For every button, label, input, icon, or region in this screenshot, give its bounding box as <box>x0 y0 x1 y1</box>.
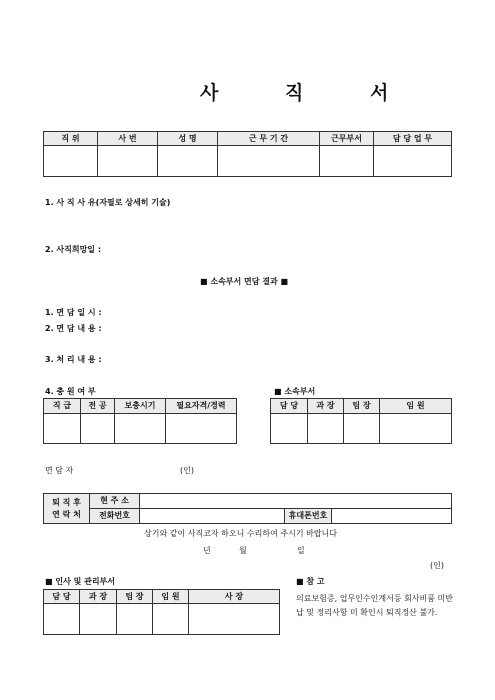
header-fill-time: 보충시기 <box>115 399 166 414</box>
note-label: ■ 참 고 <box>296 577 325 586</box>
page-title: 사 직 서 <box>200 82 419 104</box>
hr-header-section-chief: 과 장 <box>80 590 117 604</box>
header-duties: 담 당 업 무 <box>374 132 452 146</box>
header-executive: 임 원 <box>380 399 452 414</box>
header-section-chief: 과 장 <box>308 399 344 414</box>
header-team-leader: 팀 장 <box>344 399 380 414</box>
header-rank: 직 급 <box>44 399 81 414</box>
contact-table <box>43 493 452 524</box>
service-period-field[interactable] <box>218 146 320 177</box>
contact-label <box>44 494 90 524</box>
staff-sign[interactable] <box>271 414 308 444</box>
desired-date-label: 2. 사직희망일 : <box>45 245 102 254</box>
header-position: 직 위 <box>44 132 98 146</box>
contact-label-line2: 연 락 처 <box>52 509 81 519</box>
employee-id-field[interactable] <box>98 146 158 177</box>
hr-label: ■ 인사 및 관리부서 <box>45 577 116 586</box>
fill-time-field[interactable] <box>115 414 166 444</box>
hr-section-chief-sign[interactable] <box>80 604 117 635</box>
header-employee-id: 사 번 <box>98 132 158 146</box>
major-field[interactable] <box>81 414 115 444</box>
contact-label-line1: 퇴 직 후 <box>52 497 81 507</box>
resignation-statement: 상기와 같이 사직코자 하오니 수리하여 주시기 바랍니다 <box>144 529 337 538</box>
hr-approval-table <box>43 589 280 635</box>
rank-field[interactable] <box>44 414 81 444</box>
address-field[interactable] <box>140 494 452 509</box>
hr-header-staff: 담 당 <box>44 590 80 604</box>
phone-label: 전화번호 <box>90 509 140 524</box>
mobile-label: 휴대폰번호 <box>285 509 332 524</box>
hr-president-sign[interactable] <box>189 604 280 635</box>
hr-staff-sign[interactable] <box>44 604 80 635</box>
note-text: 의료보험증, 업무인수인계서등 회사비품 미반납 및 정리사항 미 확인시 퇴직정산 불가. <box>296 594 454 617</box>
team-leader-sign[interactable] <box>344 414 380 444</box>
date-month: 월 <box>239 546 247 555</box>
hr-header-team-leader: 팀 장 <box>117 590 153 604</box>
mobile-field[interactable] <box>332 509 452 524</box>
section-chief-sign[interactable] <box>308 414 344 444</box>
hr-team-leader-sign[interactable] <box>117 604 153 635</box>
employee-info-table <box>43 131 452 177</box>
header-department: 근무부서 <box>320 132 374 146</box>
interview-section-heading: ■ 소속부서 면담 결과 ■ <box>200 277 289 286</box>
qualification-field[interactable] <box>166 414 237 444</box>
disposition-label: 3. 처 리 내 용 : <box>45 355 102 364</box>
name-field[interactable] <box>158 146 218 177</box>
replacement-label: 4. 충 원 여 부 <box>45 387 96 396</box>
interview-datetime-label: 1. 면 담 일 시 : <box>45 308 102 317</box>
phone-field[interactable] <box>140 509 285 524</box>
duties-field[interactable] <box>374 146 452 177</box>
hr-executive-sign[interactable] <box>153 604 189 635</box>
applicant-seal: (인) <box>430 561 444 570</box>
replacement-table <box>43 398 237 444</box>
header-major: 전 공 <box>81 399 115 414</box>
executive-sign[interactable] <box>380 414 452 444</box>
date-year: 년 <box>203 546 211 555</box>
header-staff: 담 당 <box>271 399 308 414</box>
interviewer-seal: (인) <box>180 466 194 475</box>
date-day: 일 <box>297 546 305 555</box>
address-label: 현 주 소 <box>90 494 140 509</box>
interviewer-label: 면 담 자 <box>45 466 74 475</box>
interview-content-label: 2. 면 담 내 용 : <box>45 324 102 333</box>
dept-label: ■ 소속부서 <box>274 387 316 396</box>
position-field[interactable] <box>44 146 98 177</box>
header-name: 성 명 <box>158 132 218 146</box>
department-field[interactable] <box>320 146 374 177</box>
resignation-reason-label: 1. 사 직 사 유(자필로 상세히 기술) <box>45 198 171 207</box>
dept-approval-table <box>270 398 452 444</box>
header-qualification: 필요자격/경력 <box>166 399 237 414</box>
hr-header-president: 사 장 <box>189 590 280 604</box>
header-service-period: 근 무 기 간 <box>218 132 320 146</box>
hr-header-executive: 임 원 <box>153 590 189 604</box>
